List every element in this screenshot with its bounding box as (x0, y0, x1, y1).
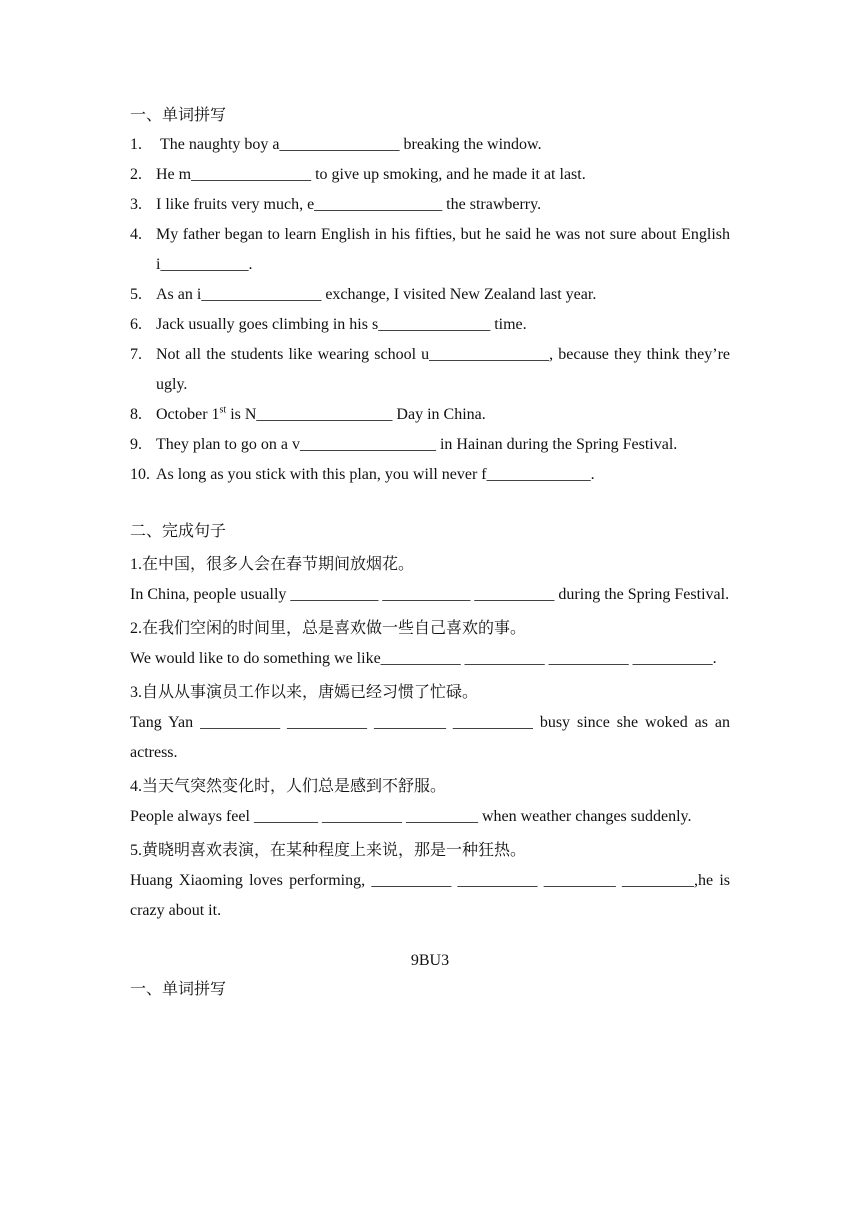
english-sentence: In China, people usually ___________ ___________ __________ during the Spring Festival. (130, 586, 730, 603)
list-item: 6. Jack usually goes climbing in his s______________ time. (130, 316, 527, 333)
sentence-list (130, 550, 730, 926)
english-sentence: Tang Yan __________ __________ _________ __________ busy since she woked as an actress. (130, 714, 730, 761)
english-sentence: People always feel ________ __________ _________ when weather changes suddenly. (130, 808, 692, 825)
worksheet-content (130, 102, 730, 1004)
section-title-spelling-2: 一、单词拼写 (130, 981, 227, 998)
chinese-sentence: 5.黄晓明喜欢表演，在某种程度上来说，那是一种狂热。 (130, 842, 527, 859)
list-item: 5. As an i_______________ exchange, I visited New Zealand last year. (130, 286, 597, 303)
english-sentence: Huang Xiaoming loves performing, __________ __________ _________ _________,he is crazy about it. (130, 872, 730, 919)
list-item: 10. As long as you stick with this plan, you will never f_____________. (130, 466, 595, 483)
chinese-sentence: 1.在中国，很多人会在春节期间放烟花。 (130, 556, 415, 573)
chinese-sentence: 3.自从从事演员工作以来，唐嫣已经习惯了忙碌。 (130, 684, 479, 701)
english-sentence: We would like to do something we like__________ __________ __________ __________. (130, 650, 717, 667)
list-item: 9. They plan to go on a v_________________ in Hainan during the Spring Festival. (130, 436, 678, 453)
list-item: 1. The naughty boy a_______________ breaking the window. (130, 136, 542, 153)
spelling-list (130, 130, 730, 490)
chinese-sentence: 2.在我们空闲的时间里，总是喜欢做一些自己喜欢的事。 (130, 620, 527, 637)
list-item: 7. Not all the students like wearing school u_______________, because they think they’re ugly. (130, 346, 730, 393)
section-title-spelling: 一、单词拼写 (130, 107, 227, 124)
list-item: 4. My father began to learn English in his fifties, but he said he was not sure about English i___________. (130, 226, 730, 273)
chinese-sentence: 4.当天气突然变化时，人们总是感到不舒服。 (130, 778, 447, 795)
list-item: 3. I like fruits very much, e________________ the strawberry. (130, 196, 542, 213)
section-gap (130, 490, 730, 518)
section-title-sentences: 二、完成句子 (130, 523, 227, 540)
list-item: 8. October 1st is N_________________ Day in China. (130, 404, 486, 423)
list-item: 2. He m_______________ to give up smoking, and he made it at last. (130, 166, 586, 183)
unit-title: 9BU3 (410, 952, 450, 969)
